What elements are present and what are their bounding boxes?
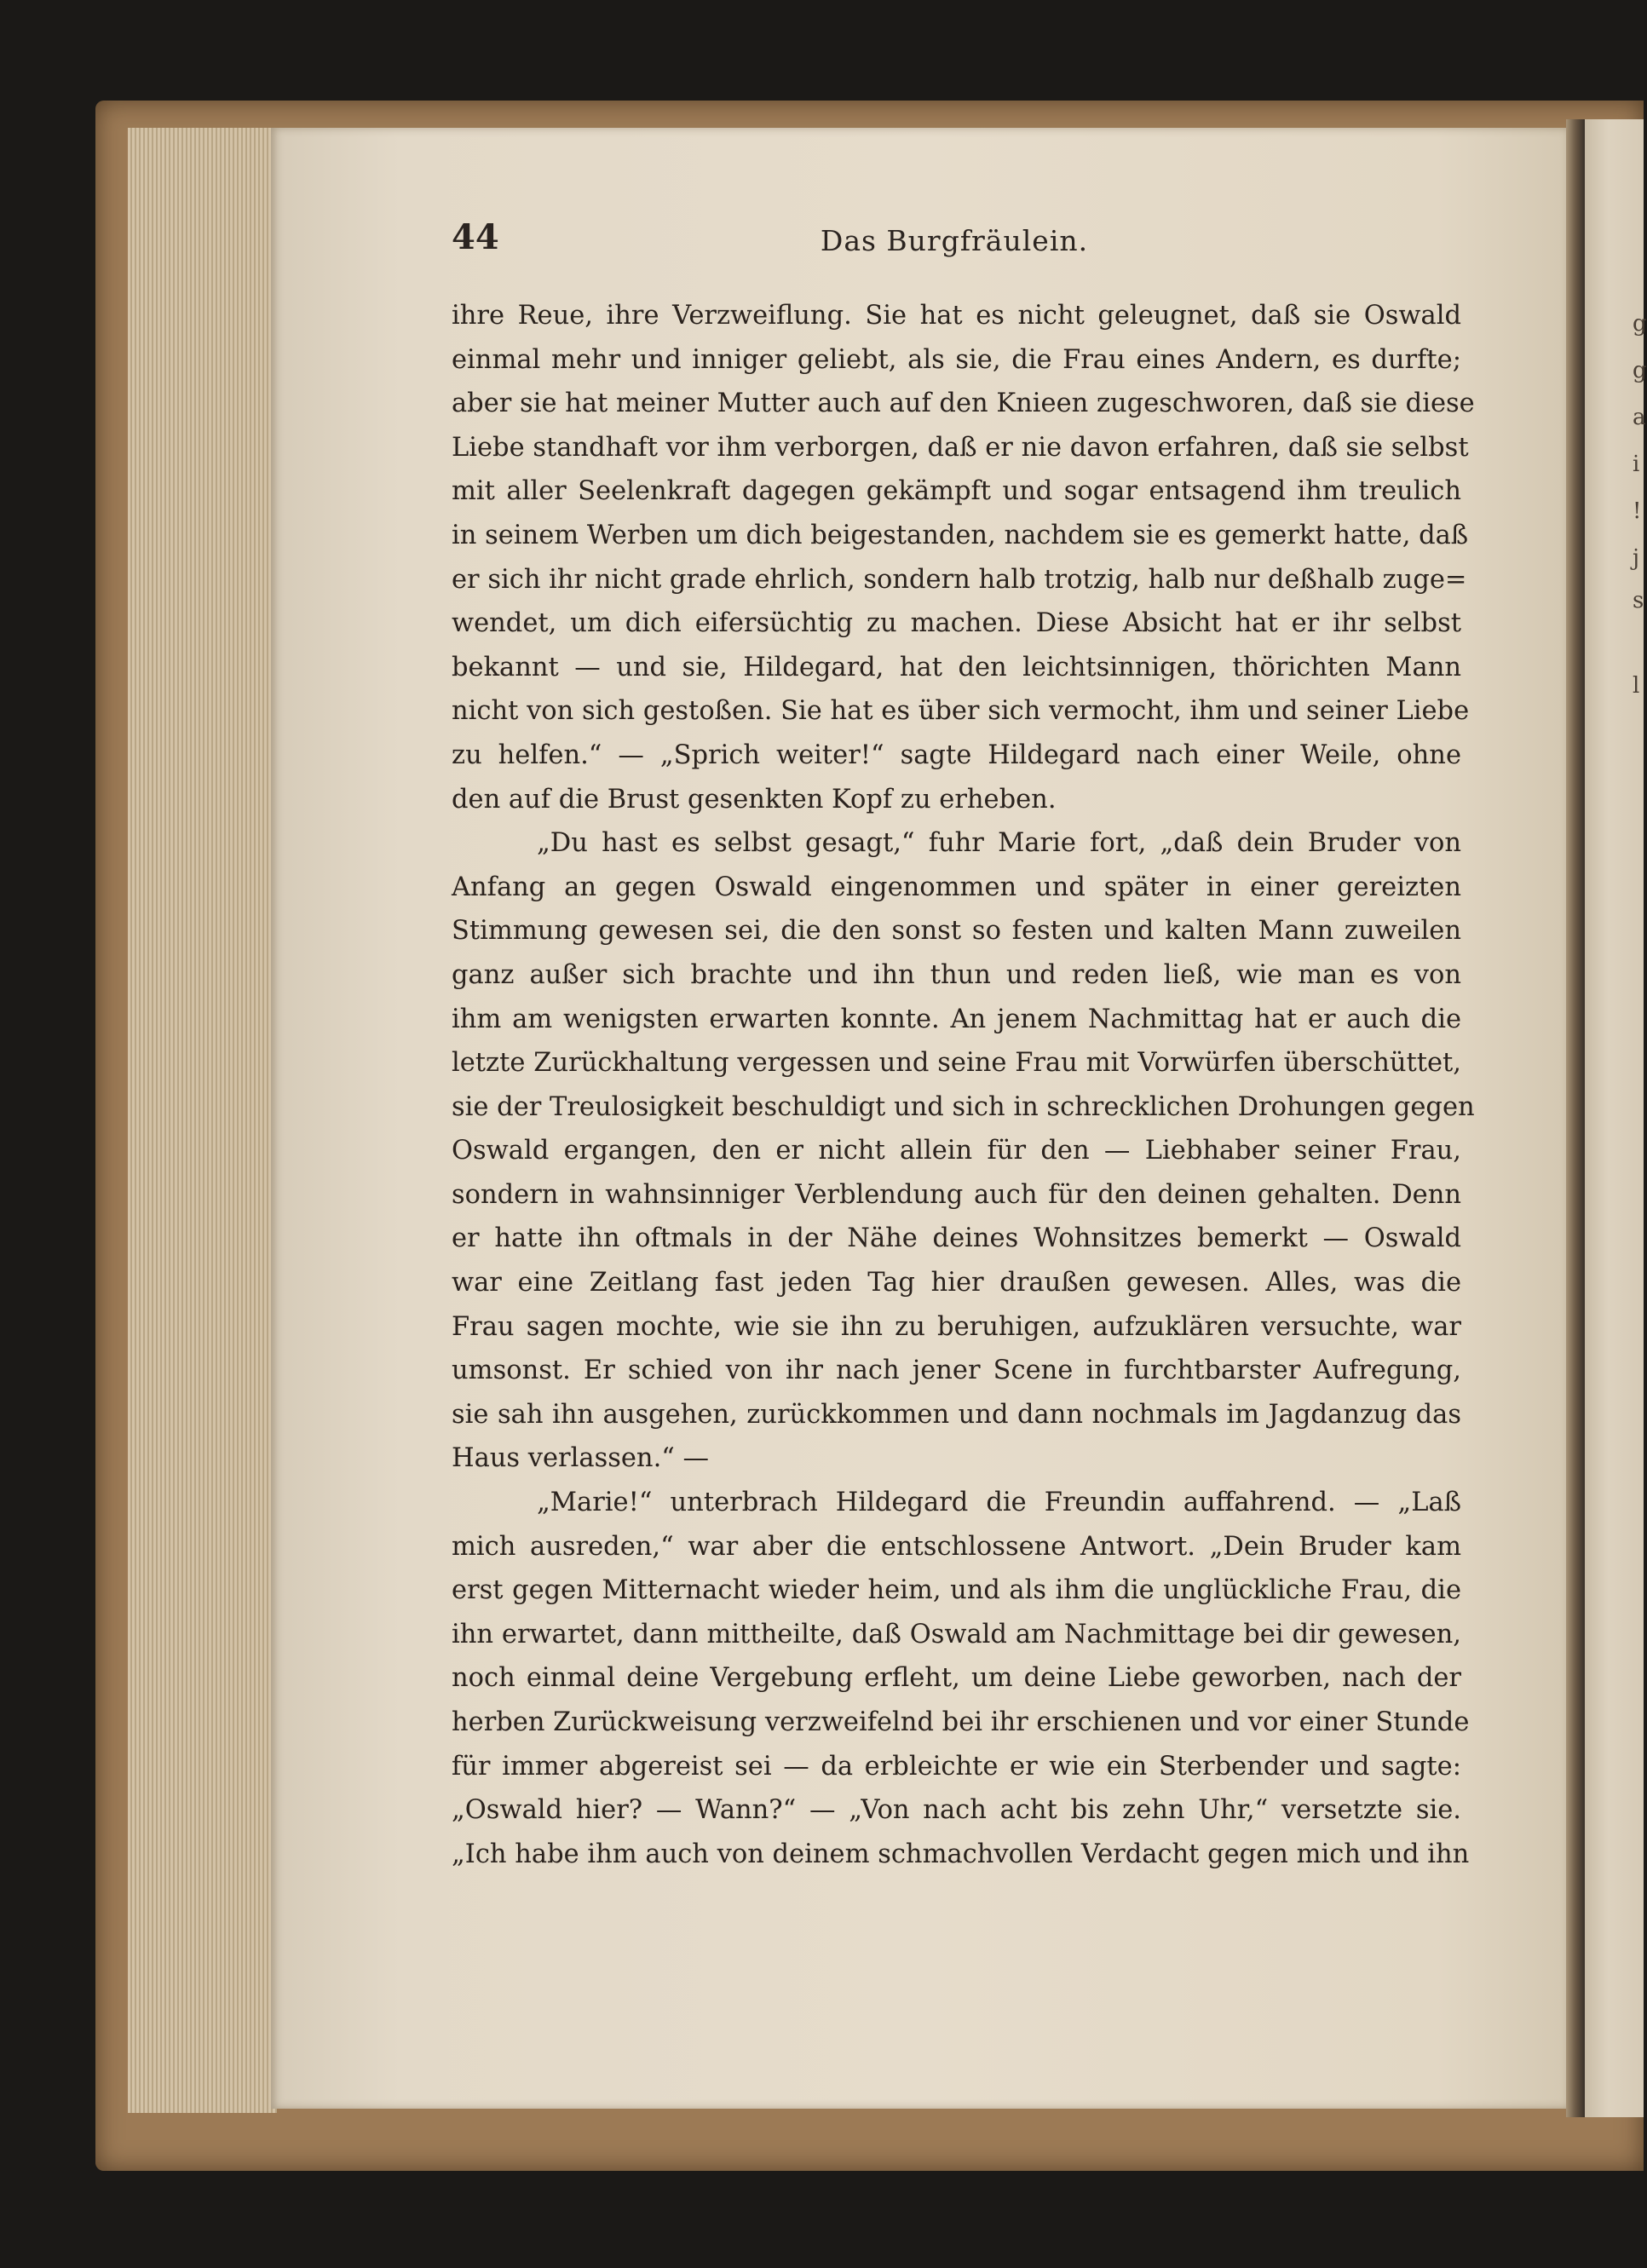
text-line: sie sah ihn ausgehen, zurückkommen und dann nochmals im Jagdanzug das (452, 1399, 1461, 1430)
book-gutter (1566, 119, 1585, 2117)
text-line: „Oswald hier? — Wann?“ — „Von nach acht bis zehn Uhr,“ versetzte sie. (452, 1795, 1461, 1826)
text-line: wendet, um dich eifersüchtig zu machen. Diese Absicht hat er ihr selbst (452, 608, 1461, 639)
text-line: für immer abgereist sei — da erbleichte er wie ein Sterbender und sagte: (452, 1751, 1461, 1782)
text-line: er sich ihr nicht grade ehrlich, sondern halb trotzig, halb nur deßhalb zuge= (452, 564, 1467, 595)
text-line: ihm am wenigsten erwarten konnte. An jenem Nachmittag hat er auch die (452, 1004, 1461, 1034)
text-line: nicht von sich gestoßen. Sie hat es über sich vermocht, ihm und seiner Liebe (452, 696, 1470, 727)
text-line: zu helfen.“ — „Sprich weiter!“ sagte Hildegard nach einer Weile, ohne (452, 740, 1461, 770)
text-line: einmal mehr und inniger geliebt, als sie, die Frau eines Andern, es durfte; (452, 344, 1461, 375)
page-edges (128, 128, 277, 2113)
facing-page-char: g (1633, 311, 1647, 337)
text-line: den auf die Brust gesenkten Kopf zu erheben. (452, 784, 1057, 815)
text-line: „Ich habe ihm auch von deinem schmachvollen Verdacht gegen mich und ihn (452, 1839, 1470, 1869)
text-line: Stimmung gewesen sei, die den sonst so festen und kalten Mann zuweilen (452, 916, 1461, 947)
text-line: er hatte ihn oftmals in der Nähe deines Wohnsitzes bemerkt — Oswald (452, 1223, 1461, 1254)
text-line: Frau sagen mochte, wie sie ihn zu beruhigen, aufzuklären versuchte, war (452, 1311, 1461, 1342)
text-line: mit aller Seelenkraft dagegen gekämpft und sogar entsagend ihm treulich (452, 476, 1461, 507)
text-line: aber sie hat meiner Mutter auch auf den Knieen zugeschworen, daß sie diese (452, 389, 1475, 419)
text-line: ihre Reue, ihre Verzweiflung. Sie hat es nicht geleugnet, daß sie Oswald (452, 301, 1461, 331)
text-line: Anfang an gegen Oswald eingenommen und später in einer gereizten (452, 872, 1461, 902)
facing-page-char: i (1633, 452, 1640, 477)
text-line: sie der Treulosigkeit beschuldigt und sich in schrecklichen Drohungen gegen (452, 1091, 1475, 1122)
text-line: herben Zurückweisung verzweifelnd bei ihr erschienen und vor einer Stunde (452, 1707, 1470, 1737)
running-head (452, 217, 1457, 268)
text-line: „Du hast es selbst gesagt,“ fuhr Marie fort, „daß dein Bruder von (537, 828, 1461, 859)
facing-page-char: g (1633, 358, 1647, 383)
text-line: sondern in wahnsinniger Verblendung auch für den deinen gehalten. Denn (452, 1179, 1461, 1210)
page-heading: Das Burgfräulein. (820, 224, 1089, 257)
text-line: bekannt — und sie, Hildegard, hat den leichtsinnigen, thörichten Mann (452, 652, 1461, 682)
text-line: „Marie!“ unterbrach Hildegard die Freundin auffahrend. — „Laß (537, 1488, 1461, 1518)
facing-page-char: ! (1633, 498, 1642, 524)
text-line: Liebe standhaft vor ihm verborgen, daß er nie davon erfahren, daß sie selbst (452, 432, 1469, 463)
text-line: ganz außer sich brachte und ihn thun und reden ließ, wie man es von (452, 959, 1461, 990)
page-number: 44 (452, 217, 499, 257)
facing-page-char: l (1633, 673, 1640, 699)
facing-page-char: j (1633, 545, 1640, 571)
text-line: letzte Zurückhaltung vergessen und seine Frau mit Vorwürfen überschüttet, (452, 1048, 1461, 1079)
text-line: umsonst. Er schied von ihr nach jener Scene in furchtbarster Aufregung, (452, 1356, 1461, 1386)
text-line: Oswald ergangen, den er nicht allein für den — Liebhaber seiner Frau, (452, 1136, 1461, 1166)
text-line: ihn erwartet, dann mittheilte, daß Oswald am Nachmittage bei dir gewesen, (452, 1619, 1461, 1649)
text-line: war eine Zeitlang fast jeden Tag hier draußen gewesen. Alles, was die (452, 1268, 1461, 1298)
facing-page-char: s (1633, 588, 1644, 613)
text-line: mich ausreden,“ war aber die entschlossene Antwort. „Dein Bruder kam (452, 1531, 1461, 1562)
text-line: erst gegen Mitternacht wieder heim, und als ihm die unglückliche Frau, die (452, 1575, 1461, 1606)
facing-page-char: a (1633, 405, 1646, 430)
text-line: Haus verlassen.“ — (452, 1443, 710, 1474)
body-text (452, 294, 1475, 1876)
text-line: in seinem Werben um dich beigestanden, nachdem sie es gemerkt hatte, daß (452, 520, 1469, 550)
text-line: noch einmal deine Vergebung erfleht, um deine Liebe geworben, nach der (452, 1663, 1461, 1694)
